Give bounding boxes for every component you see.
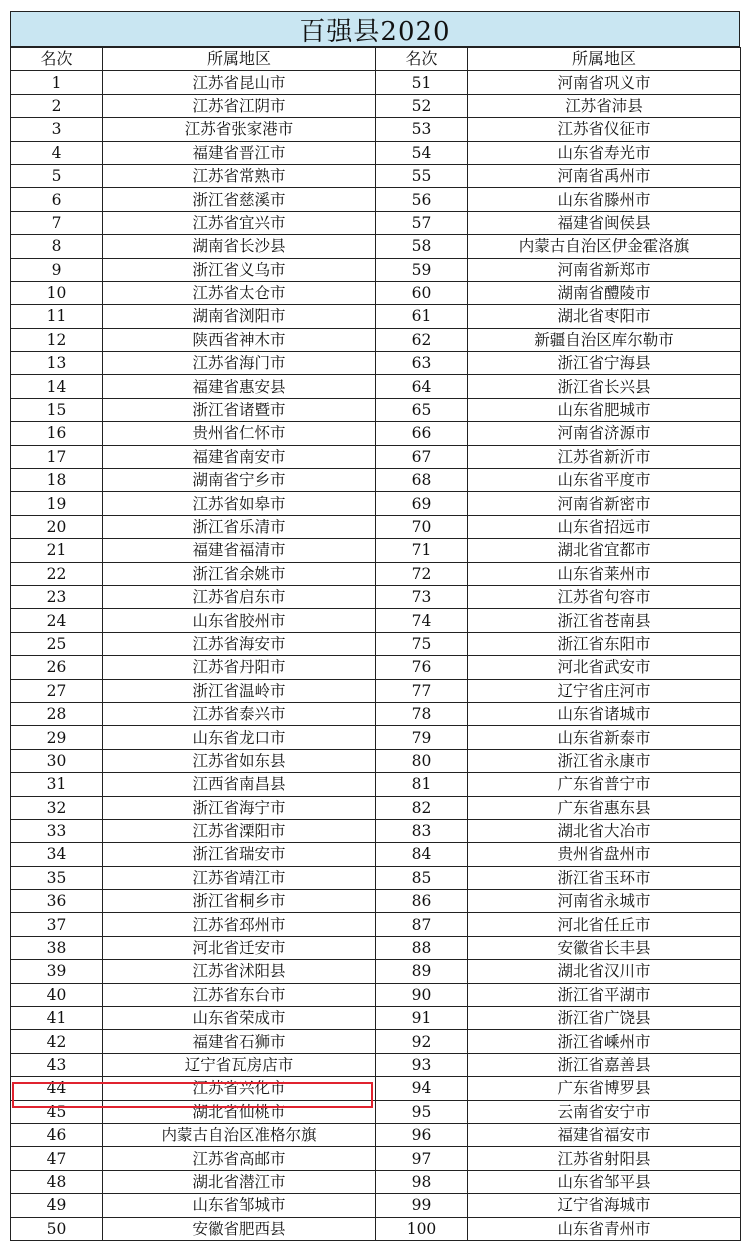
table-row bbox=[11, 328, 741, 351]
right-rank-cell: 67 bbox=[376, 445, 468, 468]
left-rank-cell: 44 bbox=[11, 1077, 103, 1100]
left-region-cell: 江苏省溧阳市 bbox=[103, 819, 376, 842]
table-row bbox=[11, 1217, 741, 1240]
left-rank-cell: 22 bbox=[11, 562, 103, 585]
right-region-cell: 山东省邹平县 bbox=[468, 1170, 741, 1193]
table-row bbox=[11, 1147, 741, 1170]
left-region-cell: 江苏省常熟市 bbox=[103, 164, 376, 187]
table-row bbox=[11, 258, 741, 281]
table-row bbox=[11, 1030, 741, 1053]
right-rank-cell: 66 bbox=[376, 422, 468, 445]
table-row bbox=[11, 1194, 741, 1217]
left-rank-cell: 4 bbox=[11, 141, 103, 164]
right-rank-cell: 72 bbox=[376, 562, 468, 585]
right-region-cell: 浙江省嵊州市 bbox=[468, 1030, 741, 1053]
right-region-cell: 浙江省东阳市 bbox=[468, 632, 741, 655]
right-region-cell: 江苏省沛县 bbox=[468, 94, 741, 117]
right-region-cell: 福建省闽侯县 bbox=[468, 211, 741, 234]
left-region-cell: 江苏省泰兴市 bbox=[103, 702, 376, 725]
right-region-cell: 浙江省长兴县 bbox=[468, 375, 741, 398]
right-region-cell: 河北省武安市 bbox=[468, 656, 741, 679]
table-row bbox=[11, 118, 741, 141]
left-region-cell: 福建省惠安县 bbox=[103, 375, 376, 398]
right-rank-cell: 93 bbox=[376, 1053, 468, 1076]
left-rank-cell: 48 bbox=[11, 1170, 103, 1193]
right-region-cell: 浙江省平湖市 bbox=[468, 983, 741, 1006]
left-region-cell: 山东省胶州市 bbox=[103, 609, 376, 632]
left-rank-cell: 19 bbox=[11, 492, 103, 515]
left-rank-cell: 18 bbox=[11, 469, 103, 492]
right-rank-cell: 61 bbox=[376, 305, 468, 328]
left-region-cell: 山东省邹城市 bbox=[103, 1194, 376, 1217]
left-region-cell: 江苏省沭阳县 bbox=[103, 960, 376, 983]
left-region-cell: 江苏省张家港市 bbox=[103, 118, 376, 141]
right-rank-cell: 84 bbox=[376, 843, 468, 866]
left-region-cell: 福建省晋江市 bbox=[103, 141, 376, 164]
left-rank-cell: 26 bbox=[11, 656, 103, 679]
table-row bbox=[11, 352, 741, 375]
right-rank-cell: 51 bbox=[376, 71, 468, 94]
left-rank-cell: 24 bbox=[11, 609, 103, 632]
table-row bbox=[11, 235, 741, 258]
left-rank-cell: 7 bbox=[11, 211, 103, 234]
table-row bbox=[11, 890, 741, 913]
right-region-cell: 河北省任丘市 bbox=[468, 913, 741, 936]
right-region-cell: 山东省肥城市 bbox=[468, 398, 741, 421]
left-region-cell: 湖南省宁乡市 bbox=[103, 469, 376, 492]
right-rank-cell: 92 bbox=[376, 1030, 468, 1053]
header-region-left: 所属地区 bbox=[103, 48, 376, 71]
left-rank-cell: 49 bbox=[11, 1194, 103, 1217]
left-rank-cell: 31 bbox=[11, 773, 103, 796]
left-rank-cell: 15 bbox=[11, 398, 103, 421]
right-region-cell: 河南省永城市 bbox=[468, 890, 741, 913]
right-rank-cell: 64 bbox=[376, 375, 468, 398]
right-region-cell: 山东省滕州市 bbox=[468, 188, 741, 211]
table-row bbox=[11, 515, 741, 538]
table-row bbox=[11, 796, 741, 819]
right-rank-cell: 86 bbox=[376, 890, 468, 913]
right-region-cell: 云南省安宁市 bbox=[468, 1100, 741, 1123]
right-rank-cell: 90 bbox=[376, 983, 468, 1006]
table-row bbox=[11, 71, 741, 94]
table-row bbox=[11, 773, 741, 796]
table-row bbox=[11, 679, 741, 702]
left-region-cell: 湖南省浏阳市 bbox=[103, 305, 376, 328]
right-rank-cell: 94 bbox=[376, 1077, 468, 1100]
right-region-cell: 浙江省玉环市 bbox=[468, 866, 741, 889]
right-region-cell: 江苏省句容市 bbox=[468, 585, 741, 608]
table-row bbox=[11, 632, 741, 655]
right-rank-cell: 52 bbox=[376, 94, 468, 117]
left-region-cell: 江苏省靖江市 bbox=[103, 866, 376, 889]
table-row bbox=[11, 1077, 741, 1100]
right-rank-cell: 88 bbox=[376, 936, 468, 959]
left-rank-cell: 34 bbox=[11, 843, 103, 866]
right-rank-cell: 57 bbox=[376, 211, 468, 234]
left-rank-cell: 45 bbox=[11, 1100, 103, 1123]
left-rank-cell: 29 bbox=[11, 726, 103, 749]
table-row bbox=[11, 188, 741, 211]
left-rank-cell: 10 bbox=[11, 281, 103, 304]
right-region-cell: 河南省新密市 bbox=[468, 492, 741, 515]
left-region-cell: 江苏省昆山市 bbox=[103, 71, 376, 94]
left-region-cell: 浙江省海宁市 bbox=[103, 796, 376, 819]
left-region-cell: 浙江省乐清市 bbox=[103, 515, 376, 538]
right-region-cell: 广东省惠东县 bbox=[468, 796, 741, 819]
left-region-cell: 湖北省仙桃市 bbox=[103, 1100, 376, 1123]
table-row bbox=[11, 843, 741, 866]
right-region-cell: 福建省福安市 bbox=[468, 1123, 741, 1146]
table-row bbox=[11, 726, 741, 749]
right-rank-cell: 75 bbox=[376, 632, 468, 655]
right-rank-cell: 82 bbox=[376, 796, 468, 819]
left-rank-cell: 47 bbox=[11, 1147, 103, 1170]
right-region-cell: 山东省平度市 bbox=[468, 469, 741, 492]
left-rank-cell: 21 bbox=[11, 539, 103, 562]
right-rank-cell: 80 bbox=[376, 749, 468, 772]
right-rank-cell: 71 bbox=[376, 539, 468, 562]
right-rank-cell: 63 bbox=[376, 352, 468, 375]
right-rank-cell: 74 bbox=[376, 609, 468, 632]
right-rank-cell: 60 bbox=[376, 281, 468, 304]
right-region-cell: 山东省寿光市 bbox=[468, 141, 741, 164]
right-region-cell: 江苏省射阳县 bbox=[468, 1147, 741, 1170]
right-rank-cell: 77 bbox=[376, 679, 468, 702]
left-rank-cell: 39 bbox=[11, 960, 103, 983]
table-row bbox=[11, 656, 741, 679]
left-region-cell: 江苏省如皋市 bbox=[103, 492, 376, 515]
left-region-cell: 内蒙古自治区准格尔旗 bbox=[103, 1123, 376, 1146]
right-region-cell: 山东省招远市 bbox=[468, 515, 741, 538]
left-region-cell: 福建省南安市 bbox=[103, 445, 376, 468]
right-region-cell: 山东省莱州市 bbox=[468, 562, 741, 585]
left-rank-cell: 46 bbox=[11, 1123, 103, 1146]
header-rank-right: 名次 bbox=[376, 48, 468, 71]
table-row bbox=[11, 936, 741, 959]
right-region-cell: 浙江省广饶县 bbox=[468, 1007, 741, 1030]
right-region-cell: 新疆自治区库尔勒市 bbox=[468, 328, 741, 351]
right-rank-cell: 78 bbox=[376, 702, 468, 725]
left-region-cell: 贵州省仁怀市 bbox=[103, 422, 376, 445]
left-rank-cell: 50 bbox=[11, 1217, 103, 1240]
right-rank-cell: 59 bbox=[376, 258, 468, 281]
table-row bbox=[11, 211, 741, 234]
left-rank-cell: 33 bbox=[11, 819, 103, 842]
table-row bbox=[11, 702, 741, 725]
left-region-cell: 辽宁省瓦房店市 bbox=[103, 1053, 376, 1076]
left-region-cell: 河北省迁安市 bbox=[103, 936, 376, 959]
left-region-cell: 浙江省慈溪市 bbox=[103, 188, 376, 211]
left-region-cell: 浙江省温岭市 bbox=[103, 679, 376, 702]
left-region-cell: 江苏省启东市 bbox=[103, 585, 376, 608]
right-rank-cell: 85 bbox=[376, 866, 468, 889]
left-region-cell: 浙江省桐乡市 bbox=[103, 890, 376, 913]
right-region-cell: 河南省济源市 bbox=[468, 422, 741, 445]
left-rank-cell: 14 bbox=[11, 375, 103, 398]
left-region-cell: 福建省福清市 bbox=[103, 539, 376, 562]
left-rank-cell: 11 bbox=[11, 305, 103, 328]
table-row bbox=[11, 281, 741, 304]
right-region-cell: 内蒙古自治区伊金霍洛旗 bbox=[468, 235, 741, 258]
right-rank-cell: 58 bbox=[376, 235, 468, 258]
left-rank-cell: 38 bbox=[11, 936, 103, 959]
right-region-cell: 山东省新泰市 bbox=[468, 726, 741, 749]
table-row bbox=[11, 913, 741, 936]
left-region-cell: 湖北省潜江市 bbox=[103, 1170, 376, 1193]
left-region-cell: 山东省荣成市 bbox=[103, 1007, 376, 1030]
left-region-cell: 浙江省瑞安市 bbox=[103, 843, 376, 866]
right-region-cell: 浙江省苍南县 bbox=[468, 609, 741, 632]
header-row bbox=[11, 48, 741, 71]
left-rank-cell: 37 bbox=[11, 913, 103, 936]
right-region-cell: 山东省诸城市 bbox=[468, 702, 741, 725]
right-rank-cell: 55 bbox=[376, 164, 468, 187]
table-row bbox=[11, 609, 741, 632]
left-rank-cell: 25 bbox=[11, 632, 103, 655]
left-rank-cell: 42 bbox=[11, 1030, 103, 1053]
table-title: 百强县2020 bbox=[10, 11, 740, 47]
right-region-cell: 江苏省新沂市 bbox=[468, 445, 741, 468]
left-region-cell: 江苏省邳州市 bbox=[103, 913, 376, 936]
right-region-cell: 辽宁省庄河市 bbox=[468, 679, 741, 702]
left-rank-cell: 2 bbox=[11, 94, 103, 117]
right-rank-cell: 96 bbox=[376, 1123, 468, 1146]
table-row bbox=[11, 585, 741, 608]
table-row bbox=[11, 1053, 741, 1076]
left-region-cell: 浙江省义乌市 bbox=[103, 258, 376, 281]
right-region-cell: 辽宁省海城市 bbox=[468, 1194, 741, 1217]
left-rank-cell: 5 bbox=[11, 164, 103, 187]
left-rank-cell: 6 bbox=[11, 188, 103, 211]
left-rank-cell: 30 bbox=[11, 749, 103, 772]
right-region-cell: 广东省普宁市 bbox=[468, 773, 741, 796]
left-rank-cell: 32 bbox=[11, 796, 103, 819]
left-region-cell: 山东省龙口市 bbox=[103, 726, 376, 749]
right-rank-cell: 56 bbox=[376, 188, 468, 211]
left-rank-cell: 8 bbox=[11, 235, 103, 258]
header-region-right: 所属地区 bbox=[468, 48, 741, 71]
table-row bbox=[11, 305, 741, 328]
table-row bbox=[11, 983, 741, 1006]
left-rank-cell: 28 bbox=[11, 702, 103, 725]
right-rank-cell: 68 bbox=[376, 469, 468, 492]
right-region-cell: 河南省巩义市 bbox=[468, 71, 741, 94]
table-row bbox=[11, 1100, 741, 1123]
right-rank-cell: 65 bbox=[376, 398, 468, 421]
left-region-cell: 陕西省神木市 bbox=[103, 328, 376, 351]
right-region-cell: 湖北省宜都市 bbox=[468, 539, 741, 562]
right-region-cell: 湖南省醴陵市 bbox=[468, 281, 741, 304]
left-region-cell: 湖南省长沙县 bbox=[103, 235, 376, 258]
left-region-cell: 江苏省如东县 bbox=[103, 749, 376, 772]
left-region-cell: 江苏省宜兴市 bbox=[103, 211, 376, 234]
left-rank-cell: 20 bbox=[11, 515, 103, 538]
table-row bbox=[11, 445, 741, 468]
right-rank-cell: 83 bbox=[376, 819, 468, 842]
left-region-cell: 江苏省太仓市 bbox=[103, 281, 376, 304]
header-rank-left: 名次 bbox=[11, 48, 103, 71]
left-rank-cell: 13 bbox=[11, 352, 103, 375]
right-region-cell: 安徽省长丰县 bbox=[468, 936, 741, 959]
table-row bbox=[11, 1123, 741, 1146]
table-row bbox=[11, 960, 741, 983]
left-rank-cell: 23 bbox=[11, 585, 103, 608]
right-rank-cell: 79 bbox=[376, 726, 468, 749]
right-rank-cell: 89 bbox=[376, 960, 468, 983]
left-region-cell: 江苏省海安市 bbox=[103, 632, 376, 655]
table-row bbox=[11, 562, 741, 585]
right-rank-cell: 62 bbox=[376, 328, 468, 351]
right-rank-cell: 53 bbox=[376, 118, 468, 141]
right-region-cell: 湖北省大冶市 bbox=[468, 819, 741, 842]
left-rank-cell: 16 bbox=[11, 422, 103, 445]
left-rank-cell: 36 bbox=[11, 890, 103, 913]
left-rank-cell: 12 bbox=[11, 328, 103, 351]
right-rank-cell: 95 bbox=[376, 1100, 468, 1123]
right-region-cell: 浙江省永康市 bbox=[468, 749, 741, 772]
table-row bbox=[11, 749, 741, 772]
left-region-cell: 江西省南昌县 bbox=[103, 773, 376, 796]
right-region-cell: 湖北省汉川市 bbox=[468, 960, 741, 983]
left-region-cell: 江苏省丹阳市 bbox=[103, 656, 376, 679]
right-rank-cell: 87 bbox=[376, 913, 468, 936]
right-region-cell: 江苏省仪征市 bbox=[468, 118, 741, 141]
left-rank-cell: 41 bbox=[11, 1007, 103, 1030]
table-row bbox=[11, 375, 741, 398]
left-rank-cell: 35 bbox=[11, 866, 103, 889]
table-row bbox=[11, 94, 741, 117]
left-region-cell: 江苏省高邮市 bbox=[103, 1147, 376, 1170]
right-region-cell: 山东省青州市 bbox=[468, 1217, 741, 1240]
table-row bbox=[11, 422, 741, 445]
table-row bbox=[11, 1007, 741, 1030]
table-row bbox=[11, 492, 741, 515]
left-rank-cell: 1 bbox=[11, 71, 103, 94]
right-region-cell: 河南省新郑市 bbox=[468, 258, 741, 281]
right-region-cell: 广东省博罗县 bbox=[468, 1077, 741, 1100]
left-rank-cell: 9 bbox=[11, 258, 103, 281]
left-region-cell: 浙江省余姚市 bbox=[103, 562, 376, 585]
table-row bbox=[11, 1170, 741, 1193]
left-rank-cell: 3 bbox=[11, 118, 103, 141]
table-row bbox=[11, 539, 741, 562]
ranking-table bbox=[10, 47, 741, 1241]
right-rank-cell: 99 bbox=[376, 1194, 468, 1217]
right-rank-cell: 100 bbox=[376, 1217, 468, 1240]
right-rank-cell: 69 bbox=[376, 492, 468, 515]
right-rank-cell: 76 bbox=[376, 656, 468, 679]
table-row bbox=[11, 819, 741, 842]
left-rank-cell: 17 bbox=[11, 445, 103, 468]
left-region-cell: 安徽省肥西县 bbox=[103, 1217, 376, 1240]
right-region-cell: 河南省禹州市 bbox=[468, 164, 741, 187]
right-region-cell: 浙江省嘉善县 bbox=[468, 1053, 741, 1076]
left-region-cell: 江苏省海门市 bbox=[103, 352, 376, 375]
table-row bbox=[11, 469, 741, 492]
left-region-cell: 福建省石狮市 bbox=[103, 1030, 376, 1053]
left-region-cell: 浙江省诸暨市 bbox=[103, 398, 376, 421]
left-rank-cell: 27 bbox=[11, 679, 103, 702]
right-region-cell: 湖北省枣阳市 bbox=[468, 305, 741, 328]
right-rank-cell: 54 bbox=[376, 141, 468, 164]
table-body bbox=[11, 71, 741, 1241]
right-rank-cell: 98 bbox=[376, 1170, 468, 1193]
table-row bbox=[11, 141, 741, 164]
right-rank-cell: 91 bbox=[376, 1007, 468, 1030]
table-row bbox=[11, 398, 741, 421]
left-region-cell: 江苏省东台市 bbox=[103, 983, 376, 1006]
right-region-cell: 贵州省盘州市 bbox=[468, 843, 741, 866]
left-region-cell: 江苏省兴化市 bbox=[103, 1077, 376, 1100]
table-row bbox=[11, 866, 741, 889]
left-rank-cell: 43 bbox=[11, 1053, 103, 1076]
table-row bbox=[11, 164, 741, 187]
left-rank-cell: 40 bbox=[11, 983, 103, 1006]
right-rank-cell: 81 bbox=[376, 773, 468, 796]
right-rank-cell: 73 bbox=[376, 585, 468, 608]
right-rank-cell: 97 bbox=[376, 1147, 468, 1170]
right-rank-cell: 70 bbox=[376, 515, 468, 538]
right-region-cell: 浙江省宁海县 bbox=[468, 352, 741, 375]
left-region-cell: 江苏省江阴市 bbox=[103, 94, 376, 117]
